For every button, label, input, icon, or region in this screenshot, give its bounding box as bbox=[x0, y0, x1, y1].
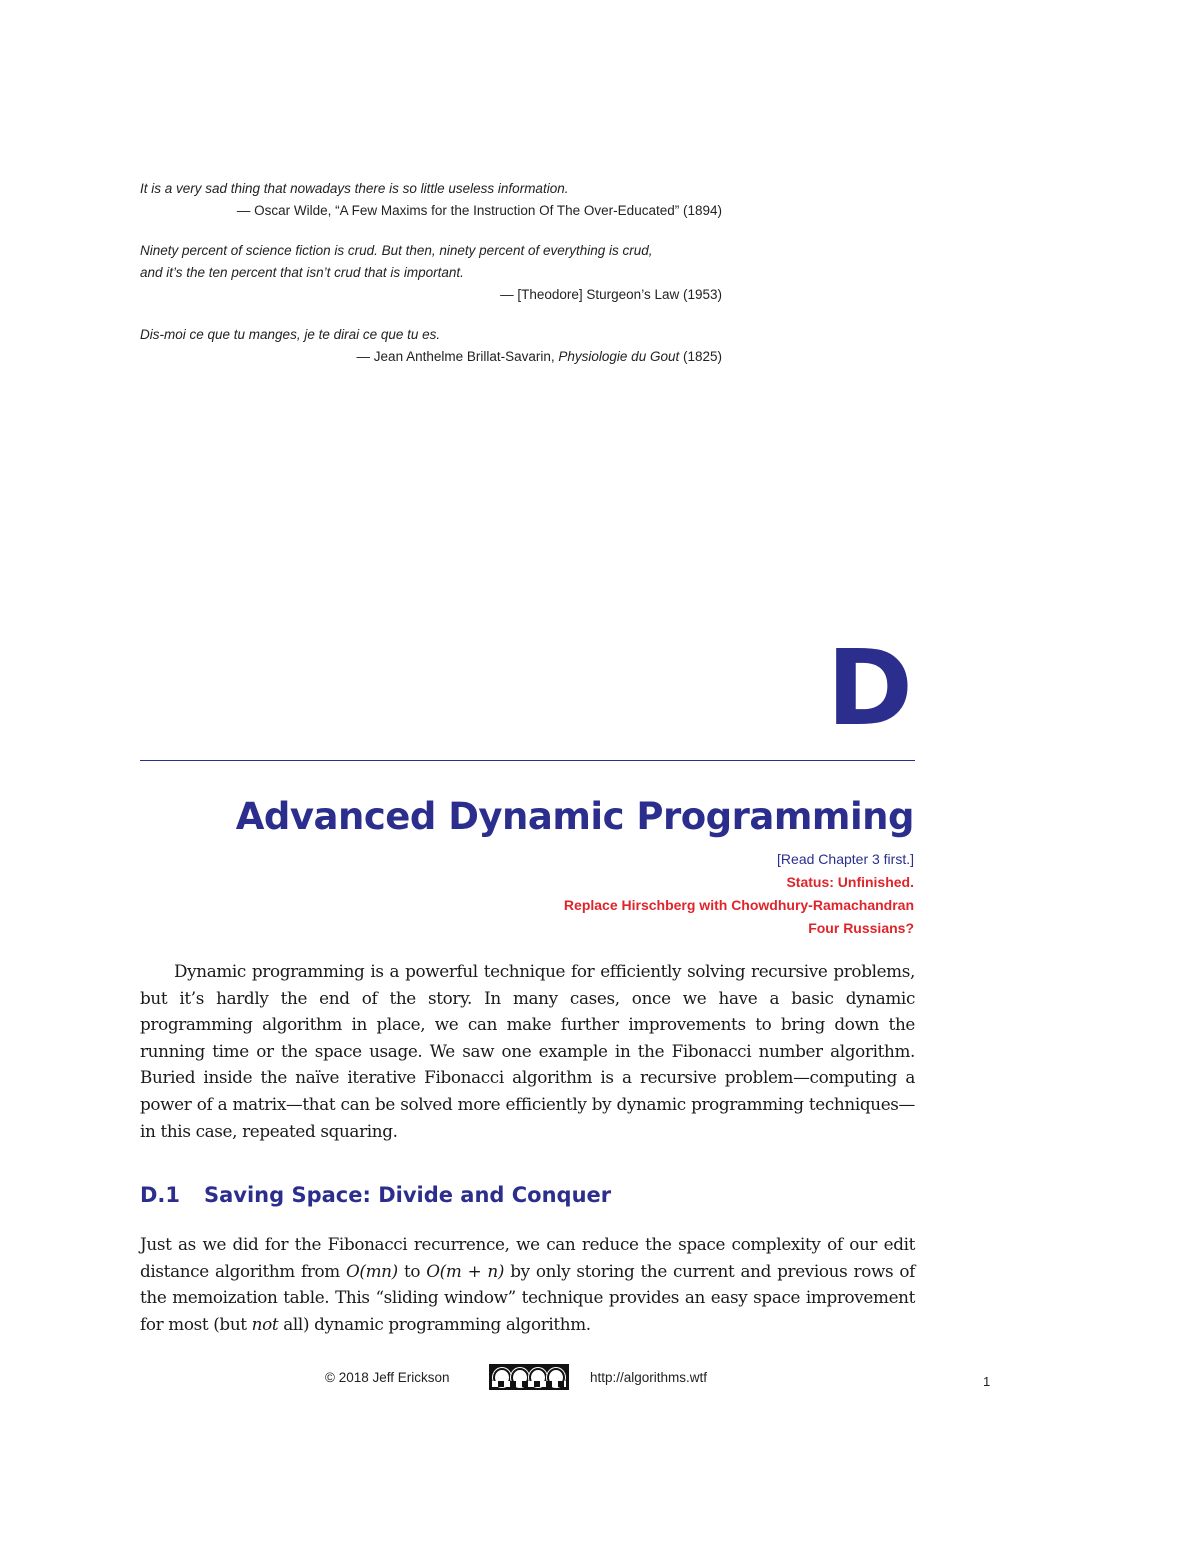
note-status: Status: Unfinished. bbox=[786, 874, 914, 890]
attribution-prefix: — Jean Anthelme Brillat-Savarin, bbox=[356, 349, 559, 364]
chapter-title: Advanced Dynamic Programming bbox=[235, 795, 914, 838]
epigraph-wilde bbox=[140, 178, 722, 222]
text-run: Just as we did for the Fibonacci recurrence, we can reduce the space complexity of our edit distance algorithm from bbox=[140, 1234, 915, 1281]
text-run: by only storing the current and previous rows of the memoization table. This “sliding window” technique provides an easy space improvement for most (but bbox=[140, 1260, 915, 1334]
epigraph-quote: Dis-moi ce que tu manges, je te dirai ce que tu es. bbox=[140, 327, 441, 342]
epigraph-attribution: — [Theodore] Sturgeon’s Law (1953) bbox=[500, 287, 722, 302]
page-number: 1 bbox=[983, 1374, 991, 1389]
epigraph-attribution bbox=[140, 346, 722, 368]
cc-license-icon[interactable] bbox=[489, 1364, 569, 1390]
attribution-work: Physiologie du Gout bbox=[558, 349, 680, 364]
text-run: all) dynamic programming algorithm. bbox=[278, 1313, 591, 1334]
copyright: © 2018 Jeff Erickson bbox=[325, 1370, 450, 1385]
section-number: D.1 bbox=[140, 1183, 181, 1207]
page-footer bbox=[0, 1364, 1200, 1394]
epigraphs bbox=[140, 178, 722, 386]
section-title: Saving Space: Divide and Conquer bbox=[204, 1183, 612, 1207]
website-link[interactable]: http://algorithms.wtf bbox=[590, 1370, 708, 1385]
intro-paragraph: Dynamic programming is a powerful technique for efficiently solving recursive problems, but it’s hardly the end of the story. In many cases, once we have a basic dynamic programming algorithm in place, we can make further improvements to bring down the running time or the space usage. We saw one example in the Fibonacci number algorithm. Buried inside the naïve iterative Fibonacci algorithm is a recursive problem—computing a power of a matrix—that can be solved more efficiently by dynamic programming techniques—in this case, repeated squaring. bbox=[140, 961, 915, 1141]
section-heading bbox=[140, 1180, 611, 1210]
chapter-rule bbox=[140, 760, 915, 761]
note-four-russians: Four Russians? bbox=[808, 920, 914, 936]
math-omn: O(mn) bbox=[346, 1260, 398, 1281]
epigraph-quote-line2: and it’s the ten percent that isn’t crud that is important. bbox=[140, 265, 464, 280]
epigraph-quote-line1: Ninety percent of science fiction is crud. But then, ninety percent of everything is crud, bbox=[140, 243, 653, 258]
epigraph-brillat-savarin bbox=[140, 324, 722, 368]
attribution-suffix: (1825) bbox=[679, 349, 722, 364]
epigraph-attribution: — Oscar Wilde, “A Few Maxims for the Instruction Of The Over-Educated” (1894) bbox=[236, 203, 722, 218]
epigraph-quote: It is a very sad thing that nowadays there is so little useless information. bbox=[140, 181, 569, 196]
chapter-letter: D bbox=[826, 627, 913, 749]
emphasis-not: not bbox=[251, 1313, 279, 1334]
math-om-plus-n: O(m + n) bbox=[426, 1260, 505, 1281]
section-paragraph bbox=[140, 1231, 915, 1337]
epigraph-sturgeon bbox=[140, 240, 722, 306]
chapter-notes bbox=[564, 848, 914, 940]
note-read-first: [Read Chapter 3 first.] bbox=[777, 851, 914, 867]
text-run: to bbox=[397, 1260, 427, 1281]
note-replace: Replace Hirschberg with Chowdhury-Ramachandran bbox=[563, 897, 914, 913]
